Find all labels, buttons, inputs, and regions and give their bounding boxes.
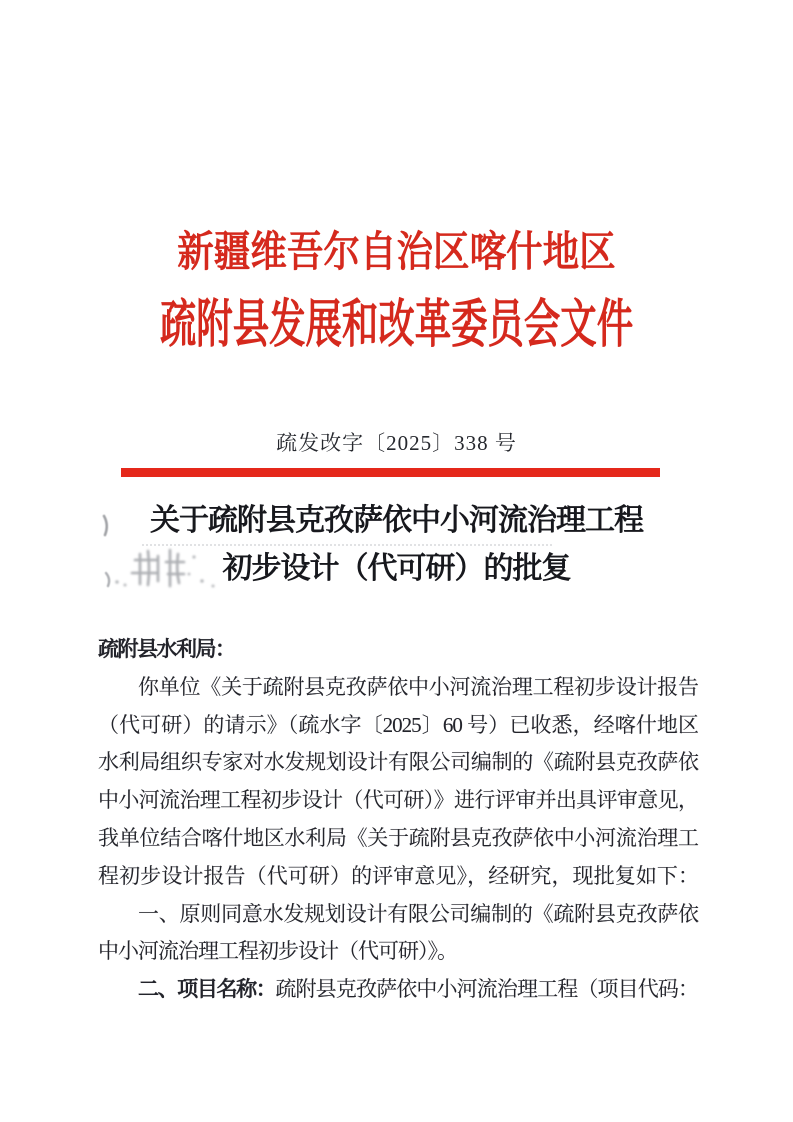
letterhead-region-line: 新疆维吾尔自治区喀什地区	[177, 230, 616, 276]
document-body	[98, 631, 698, 1009]
document-title-line1: 关于疏附县克孜萨依中小河流治理工程	[150, 504, 643, 537]
red-divider-line	[121, 468, 660, 477]
salutation: 疏附县水利局：	[98, 638, 235, 661]
letterhead-agency-line: 疏附县发展和改革委员会文件	[159, 297, 634, 354]
item2-text: 疏附县克孜萨依中小河流治理工程（项目代码：	[275, 977, 699, 1002]
scan-dot-artifacts	[142, 544, 552, 546]
body-line: 水利局组织专家对水发规划设计有限公司编制的《疏附县克孜萨依	[98, 750, 698, 775]
body-line: 你单位《关于疏附县克孜萨依中小河流治理工程初步设计报告	[138, 674, 698, 699]
item2-label: 二、项目名称：	[138, 978, 276, 1002]
body-line: 我单位结合喀什地区水利局《关于疏附县克孜萨依中小河流治理工	[98, 825, 698, 850]
body-line: （代可研）的请示》（疏水字〔2025〕60 号）已收悉，经喀什地区	[98, 712, 698, 737]
body-line: 一、原则同意水发规划设计有限公司编制的《疏附县克孜萨依	[138, 901, 698, 926]
body-line: 中小河流治理工程初步设计（代可研）》进行评审并出具评审意见，	[98, 788, 698, 813]
letterhead	[0, 232, 793, 352]
document-number: 疏发改字〔2025〕338 号	[276, 431, 517, 455]
scan-ink-mark	[99, 513, 113, 539]
document-title-line2: 初步设计（代可研）的批复	[222, 552, 571, 585]
body-line	[98, 971, 698, 1009]
body-line: 程初步设计报告（代可研）的评审意见》，经研究，现批复如下：	[98, 863, 698, 888]
scan-smudge-artifact	[110, 547, 222, 591]
body-line: 中小河流治理工程初步设计（代可研）》。	[98, 939, 457, 964]
